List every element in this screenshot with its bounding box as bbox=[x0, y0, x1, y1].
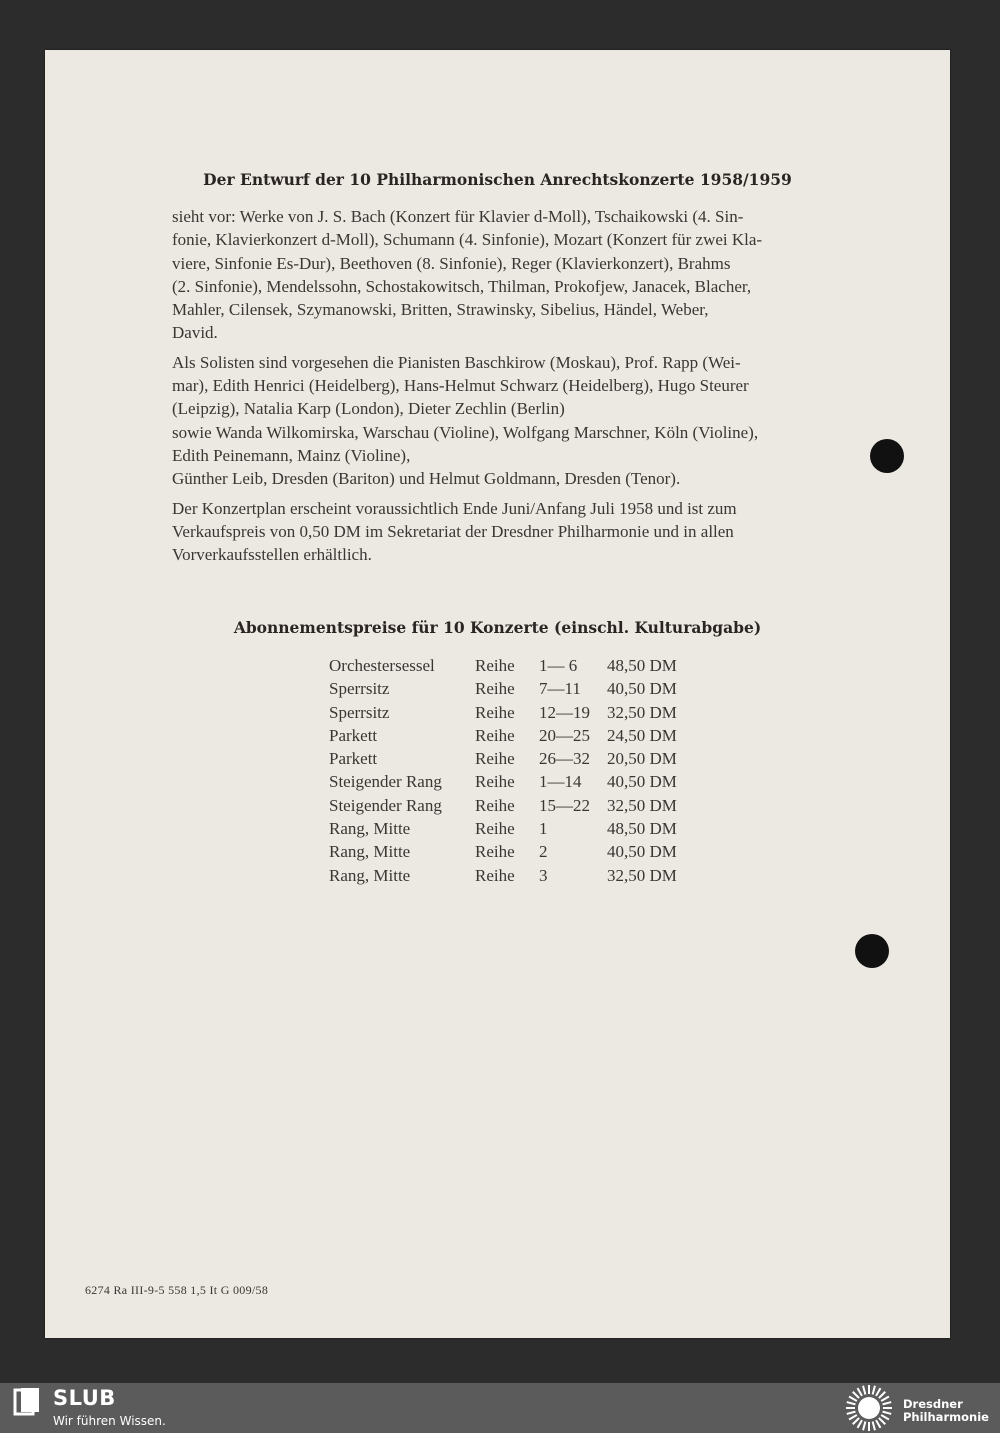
row-label: Reihe bbox=[475, 772, 515, 792]
text-line: viere, Sinfonie Es-Dur), Beethoven (8. Sinfonie), Reger (Klavierkonzert), Brahms bbox=[172, 253, 731, 273]
price-value: 40,50 DM bbox=[607, 842, 677, 862]
price-table bbox=[329, 654, 707, 887]
sunburst-ray bbox=[876, 1388, 881, 1396]
paragraph-works bbox=[172, 205, 844, 345]
row-range: 20—25 bbox=[539, 725, 590, 745]
seat-category: Steigender Rang bbox=[329, 772, 442, 792]
document-title: Der Entwurf der 10 Philharmonischen Anrechtskonzerte 1958/1959 bbox=[203, 170, 792, 189]
sunburst-ray bbox=[881, 1415, 889, 1420]
philharmonie-name bbox=[903, 1398, 989, 1424]
price-row bbox=[329, 724, 707, 747]
seat-category: Steigender Rang bbox=[329, 795, 442, 815]
sunburst-ray bbox=[881, 1397, 889, 1402]
row-range: 26—32 bbox=[539, 749, 590, 769]
text-line: Edith Peinemann, Mainz (Violine), bbox=[172, 445, 411, 465]
price-value: 48,50 DM bbox=[607, 819, 677, 839]
slub-name: SLUB bbox=[53, 1386, 116, 1410]
seat-category: Sperrsitz bbox=[329, 702, 390, 722]
row-range: 1— 6 bbox=[539, 656, 578, 675]
sunburst-ray bbox=[858, 1388, 863, 1396]
phil-line-1: Dresdner bbox=[903, 1397, 963, 1411]
print-code: 6274 Ra III-9-5 558 1,5 It G 009/58 bbox=[85, 1283, 269, 1297]
price-value: 20,50 DM bbox=[607, 749, 677, 769]
phil-line-2: Philharmonie bbox=[903, 1410, 989, 1424]
footer-bar bbox=[0, 1383, 1000, 1433]
row-label: Reihe bbox=[475, 865, 515, 885]
text-line: Vorverkaufsstellen erhältlich. bbox=[172, 545, 372, 565]
sunburst-logo-icon bbox=[842, 1383, 896, 1433]
text-line: David. bbox=[172, 323, 218, 343]
price-value: 32,50 DM bbox=[607, 702, 677, 722]
sunburst-ray bbox=[849, 1415, 857, 1420]
text-line: sieht vor: Werke von J. S. Bach (Konzert für Klavier d-Moll), Tschaikowski (4. Sin- bbox=[172, 207, 744, 226]
seat-category: Sperrsitz bbox=[329, 679, 390, 699]
sunburst-ray bbox=[858, 1420, 863, 1428]
row-label: Reihe bbox=[475, 842, 515, 862]
paragraph-soloists bbox=[172, 351, 844, 491]
slub-tagline: Wir führen Wissen. bbox=[53, 1414, 166, 1428]
row-range: 1 bbox=[539, 819, 548, 839]
text-line: fonie, Klavierkonzert d-Moll), Schumann (4. Sinfonie), Mozart (Konzert für zwei Kla- bbox=[172, 230, 763, 250]
sunburst-ray bbox=[876, 1420, 881, 1428]
row-label: Reihe bbox=[475, 679, 515, 699]
seat-category: Rang, Mitte bbox=[329, 865, 411, 885]
sunburst-ray bbox=[853, 1418, 859, 1424]
row-range: 15—22 bbox=[539, 795, 590, 815]
price-row bbox=[329, 817, 707, 840]
price-value: 40,50 DM bbox=[607, 772, 677, 792]
price-row bbox=[329, 654, 707, 677]
row-range: 12—19 bbox=[539, 702, 590, 722]
price-value: 48,50 DM bbox=[607, 656, 677, 675]
row-label: Reihe bbox=[475, 656, 515, 675]
row-label: Reihe bbox=[475, 725, 515, 745]
price-row bbox=[329, 864, 707, 887]
price-row bbox=[329, 677, 707, 700]
seat-category: Parkett bbox=[329, 725, 378, 745]
price-value: 32,50 DM bbox=[607, 865, 677, 885]
seat-category: Rang, Mitte bbox=[329, 819, 411, 839]
price-row bbox=[329, 701, 707, 724]
price-row bbox=[329, 840, 707, 863]
price-row bbox=[329, 794, 707, 817]
document-page bbox=[45, 50, 950, 1338]
text-line: Als Solisten sind vorgesehen die Pianisten Baschkirow (Moskau), Prof. Rapp (Wei- bbox=[172, 352, 741, 372]
row-range: 2 bbox=[539, 842, 548, 862]
seat-category: Rang, Mitte bbox=[329, 842, 411, 862]
price-row bbox=[329, 770, 707, 793]
row-range: 3 bbox=[539, 865, 548, 885]
row-range: 1—14 bbox=[539, 772, 582, 792]
text-line: Mahler, Cilensek, Szymanowski, Britten, Strawinsky, Sibelius, Händel, Weber, bbox=[172, 300, 709, 320]
sunburst-ray bbox=[863, 1386, 865, 1395]
text-line: (2. Sinfonie), Mendelssohn, Schostakowitsch, Thilman, Prokofjew, Janacek, Blacher, bbox=[172, 276, 752, 296]
sunburst-ray bbox=[883, 1412, 892, 1414]
row-label: Reihe bbox=[475, 749, 515, 769]
price-value: 24,50 DM bbox=[607, 725, 677, 745]
sunburst-ray bbox=[849, 1397, 857, 1402]
row-label: Reihe bbox=[475, 702, 515, 722]
book-icon bbox=[12, 1387, 42, 1417]
document-body bbox=[172, 205, 844, 572]
punch-hole bbox=[870, 439, 904, 473]
sunburst-ray bbox=[879, 1418, 885, 1424]
sunburst-ray bbox=[873, 1422, 875, 1431]
seat-category: Orchestersessel bbox=[329, 656, 435, 675]
price-value: 32,50 DM bbox=[607, 795, 677, 815]
sunburst-ray bbox=[873, 1386, 875, 1395]
price-row bbox=[329, 747, 707, 770]
sunburst-ray bbox=[883, 1402, 892, 1404]
row-label: Reihe bbox=[475, 819, 515, 839]
text-line: (Leipzig), Natalia Karp (London), Dieter Zechlin (Berlin) bbox=[172, 399, 565, 419]
text-line: Günther Leib, Dresden (Bariton) und Helmut Goldmann, Dresden (Tenor). bbox=[172, 469, 681, 489]
punch-hole bbox=[855, 934, 889, 968]
sunburst-ray bbox=[879, 1392, 885, 1398]
sunburst-ray bbox=[853, 1392, 859, 1398]
seat-category: Parkett bbox=[329, 749, 378, 769]
row-label: Reihe bbox=[475, 795, 515, 815]
text-line: Der Konzertplan erscheint voraussichtlich Ende Juni/Anfang Juli 1958 und ist zum bbox=[172, 498, 737, 518]
text-line: sowie Wanda Wilkomirska, Warschau (Violine), Wolfgang Marschner, Köln (Violine), bbox=[172, 422, 759, 442]
price-value: 40,50 DM bbox=[607, 679, 677, 699]
text-line: Verkaufspreis von 0,50 DM im Sekretariat der Dresdner Philharmonie und in allen bbox=[172, 521, 734, 541]
prices-title: Abonnementspreise für 10 Konzerte (einschl. Kulturabgabe) bbox=[233, 618, 762, 637]
row-range: 7—11 bbox=[539, 679, 581, 699]
sunburst-ray bbox=[847, 1402, 856, 1404]
sunburst-ray bbox=[847, 1412, 856, 1414]
paragraph-concert-plan bbox=[172, 497, 844, 567]
sunburst-ray bbox=[863, 1422, 865, 1431]
text-line: mar), Edith Henrici (Heidelberg), Hans-Helmut Schwarz (Heidelberg), Hugo Steurer bbox=[172, 376, 749, 396]
